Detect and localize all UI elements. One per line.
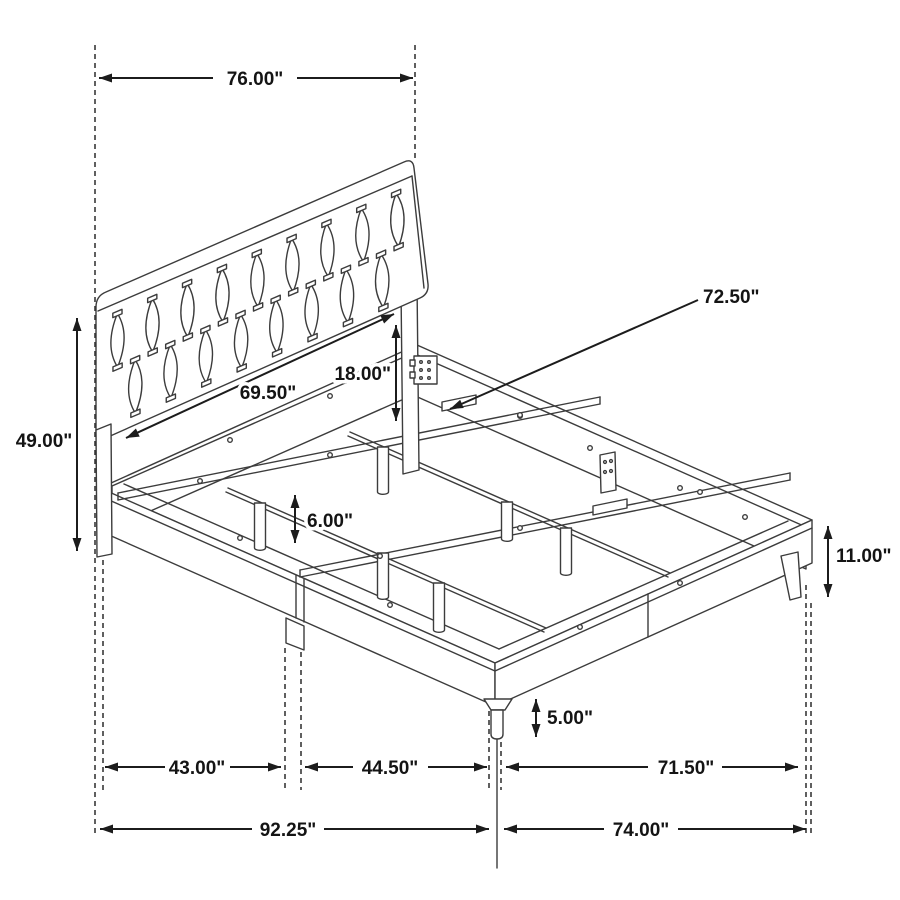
dim-headboard-total-height [16,318,77,551]
dim-label-headboard-exposed-height: 18.00" [334,364,391,385]
headboard-leg-left [96,424,112,557]
dim-label-headboard-total-height: 49.00" [15,431,73,452]
dim-label-overall-width: 74.00" [612,820,670,841]
dim-label-center-leg-height: 6.00" [307,511,353,532]
dim-label-support-rail-length: 72.50" [703,287,760,308]
dim-overall-length [100,820,489,841]
dim-front-leg-height [536,699,593,737]
dim-side-rail-height [828,526,892,597]
mounting-bracket-plate [600,452,616,493]
dim-label-headboard-width: 76.00" [226,69,284,90]
dim-label-side-rail-section-front: 43.00" [168,758,226,779]
front-corner-leg [484,699,512,739]
dim-label-overall-length: 92.25" [259,820,317,841]
dim-label-headboard-panel-width: 69.50" [239,383,297,404]
headboard-bracket [410,356,437,384]
dim-label-side-rail-section-rear: 44.50" [361,758,419,779]
dim-label-footboard-inner-width: 71.50" [657,758,715,779]
dim-headboard-width [99,69,413,90]
joint-stub-leg [286,618,304,650]
dim-side-rail-section-rear [305,758,487,779]
dim-label-side-rail-height: 11.00" [836,546,892,567]
dim-side-rail-section-front [105,758,281,779]
dim-footboard-inner-width [506,758,798,779]
dim-overall-width [504,820,806,841]
dim-label-front-leg-height: 5.00" [547,708,593,729]
